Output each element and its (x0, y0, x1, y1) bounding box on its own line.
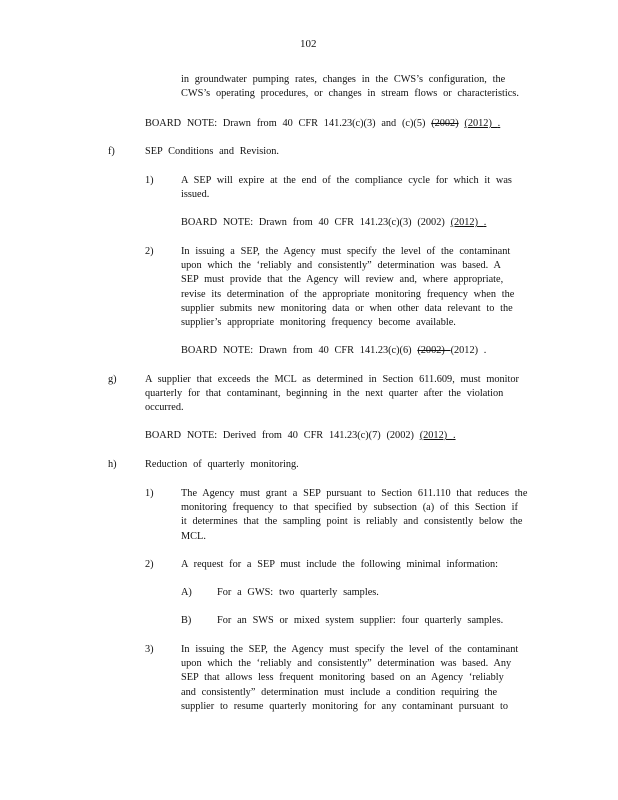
board-note (181, 216, 486, 230)
paragraph-text (181, 487, 527, 544)
paragraph-text: A request for a SEP must include the following minimal information: (181, 559, 499, 570)
subparagraph-text: For a GWS: two quarterly samples. (217, 587, 379, 598)
text-line: monitoring frequency to that specified by subsection (a) of this Section if (181, 502, 518, 514)
deleted-text: (2002) (417, 345, 451, 356)
note-text: BOARD NOTE: Drawn from 40 CFR 141.23(c)(3) (2002) (181, 217, 445, 228)
continuation-paragraph (181, 73, 519, 101)
board-note (145, 117, 500, 131)
subparagraph-text: For an SWS or mixed system supplier: four quarterly samples. (217, 615, 504, 626)
text-line: it determines that the sampling point is reliably and consistently below the (181, 516, 523, 528)
text-line: supplier submits new monitoring data or when other data relevant to the (181, 302, 513, 314)
subsection-marker: g) (108, 374, 117, 385)
note-period: . (452, 430, 456, 441)
text-line: issued. (181, 189, 210, 201)
text-line: in groundwater pumping rates, changes in the CWS’s configuration, the (181, 74, 506, 85)
text-line: MCL. (181, 530, 206, 542)
text-line: upon which the ‘reliably and consistently” determination was based. Any (181, 658, 512, 670)
paragraph-marker: 3) (145, 644, 154, 655)
paragraph-marker: 2) (145, 559, 154, 570)
text-line: supplier to resume quarterly monitoring for any contaminant pursuant to (181, 700, 509, 712)
paragraph-text (181, 643, 518, 714)
note-text: BOARD NOTE: Derived from 40 CFR 141.23(c)(7) (2002) (145, 430, 414, 441)
text-line: SEP that allows less frequent monitoring based on an Agency ‘reliably (181, 672, 504, 684)
paragraph-marker: 2) (145, 246, 154, 257)
subparagraph-marker: A) (181, 587, 192, 598)
paragraph-text (181, 245, 514, 330)
text-line: and consistently” determination must include a condition requiring the (181, 686, 498, 698)
text-line: In issuing a SEP, the Agency must specify the level of the contaminant (181, 246, 511, 257)
inserted-text: (2012) (450, 217, 484, 228)
paragraph-text (145, 373, 519, 416)
text-line: A supplier that exceeds the MCL as determined in Section 611.609, must monitor (145, 374, 519, 385)
inserted-text: (2012) (450, 345, 479, 356)
subsection-heading: Reduction of quarterly monitoring. (145, 459, 299, 470)
subsection-marker: f) (108, 146, 115, 157)
text-line: upon which the ‘reliably and consistently” determination was based. A (181, 260, 501, 272)
board-note (145, 429, 456, 443)
text-line: quarterly for that contaminant, beginning in the next quarter after the violation (145, 388, 504, 400)
text-line: revise its determination of the appropriate monitoring frequency when the (181, 288, 515, 300)
paragraph-text (181, 174, 512, 202)
text-line: supplier’s appropriate monitoring frequency become available. (181, 317, 456, 329)
note-text: BOARD NOTE: Drawn from 40 CFR 141.23(c)(3) and (c)(5) (145, 118, 426, 129)
deleted-text: (2002) (431, 118, 459, 129)
text-line: A SEP will expire at the end of the compliance cycle for which it was (181, 175, 512, 186)
note-period: . (478, 345, 487, 356)
inserted-text: (2012) (464, 118, 498, 129)
text-line: The Agency must grant a SEP pursuant to Section 611.110 that reduces the (181, 488, 528, 499)
board-note (181, 344, 486, 358)
text-line: In issuing the SEP, the Agency must specify the level of the contaminant (181, 644, 519, 655)
text-line: occurred. (145, 402, 184, 414)
page-number: 102 (300, 38, 317, 50)
text-line: SEP must provide that the Agency will review and, where appropriate, (181, 274, 504, 286)
paragraph-marker: 1) (145, 488, 154, 499)
inserted-text: (2012) (419, 430, 453, 441)
subsection-heading: SEP Conditions and Revision. (145, 146, 279, 157)
note-period: . (483, 217, 487, 228)
text-line: CWS’s operating procedures, or changes in stream flows or characteristics. (181, 88, 519, 100)
subsection-marker: h) (108, 459, 117, 470)
subparagraph-marker: B) (181, 615, 192, 626)
paragraph-marker: 1) (145, 175, 154, 186)
note-period: . (497, 118, 501, 129)
note-text: BOARD NOTE: Drawn from 40 CFR 141.23(c)(6) (181, 345, 412, 356)
